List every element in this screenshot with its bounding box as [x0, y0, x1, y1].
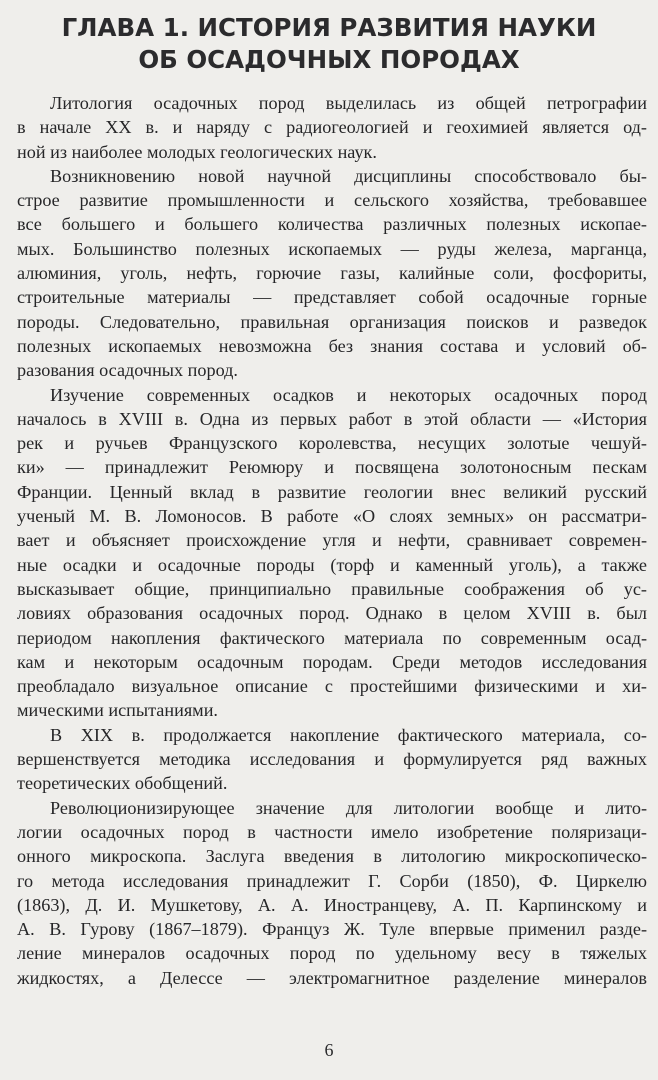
page-number: 6 [324, 1040, 334, 1060]
text-line: логии осадочных пород в частности имело изобретение поляризаци- [17, 821, 647, 842]
text-line: Изучение современных осадков и некоторых осадочных пород [50, 384, 647, 405]
text-line: Литология осадочных пород выделилась из общей петрографии [50, 93, 647, 113]
text-line: строительные материалы — представляет собой осадочные горные [17, 287, 647, 308]
text-line: алюминия, уголь, нефть, горючие газы, калийные соли, фосфориты, [17, 263, 647, 284]
text-line: (1863), Д. И. Мушкетову, А. А. Иностранцеву, А. П. Карпинскому и [17, 894, 647, 915]
paragraph [17, 383, 647, 723]
text-line: преобладало визуальное описание с простейшими физическими и хи- [17, 676, 647, 697]
text-line: ученый М. В. Ломоносов. В работе «О слоях земных» он рассматри- [17, 506, 647, 527]
text-line: кам и некоторым осадочным породам. Среди методов исследования [17, 651, 647, 672]
chapter-heading [30, 12, 628, 76]
text-line: разования осадочных пород. [17, 360, 238, 381]
text-line: ление минералов осадочных пород по удельному весу в тяжелых [17, 943, 647, 964]
paragraph [17, 164, 647, 383]
text-line: теоретических обобщений. [17, 773, 228, 794]
text-line: Франции. Ценный вклад в развитие геологии внес великий русский [17, 481, 647, 502]
paragraph [17, 91, 647, 164]
paragraph [17, 796, 647, 990]
text-line: го метода исследования принадлежит Г. Сорби (1850), Ф. Циркелю [17, 870, 647, 891]
text-line: строе развитие промышленности и сельского хозяйства, требовавшее [17, 190, 647, 211]
text-line: мых. Большинство полезных ископаемых — руды железа, марганца, [17, 238, 647, 259]
text-line: периодом накопления фактического материала по современным осад- [17, 627, 647, 648]
text-line: высказывает общие, принципиально правильные соображения об ус- [17, 578, 647, 599]
text-line: Революционизирующее значение для литологии вообще и лито- [50, 797, 647, 818]
body-text [17, 91, 647, 990]
text-line: все большего и большего количества различных полезных ископае- [17, 214, 647, 235]
text-line: породы. Следовательно, правильная организация поисков и разведок [17, 311, 647, 332]
text-line: вершенствуется методика исследования и формулируется ряд важных [17, 749, 647, 770]
text-line: рек и ручьев Французского королевства, несущих золотые чешуй- [17, 433, 647, 454]
text-line: А. В. Гурову (1867–1879). Француз Ж. Туле впервые применил разде- [17, 919, 647, 940]
text-line: мическими испытаниями. [17, 700, 218, 721]
text-line: ные осадки и осадочные породы (торф и каменный уголь), а также [17, 554, 647, 575]
chapter-heading-line: ОБ ОСАДОЧНЫХ ПОРОДАХ [138, 45, 520, 74]
paragraph [17, 723, 647, 796]
text-line: ловиях образования осадочных пород. Однако в целом XVIII в. был [17, 603, 647, 624]
text-line: ной из наиболее молодых геологических наук. [17, 141, 377, 162]
text-line: В XIX в. продолжается накопление фактического материала, со- [50, 724, 647, 745]
text-line: жидкостях, а Делессе — электромагнитное разделение минералов [17, 967, 647, 988]
text-line: полезных ископаемых невозможна без знания состава и условий об- [17, 335, 647, 356]
text-line: Возникновению новой научной дисциплины способствовало бы- [50, 165, 647, 186]
text-line: в начале XX в. и наряду с радиогеологией и геохимией является од- [17, 117, 647, 138]
chapter-heading-line: ГЛАВА 1. ИСТОРИЯ РАЗВИТИЯ НАУКИ [61, 13, 597, 42]
text-line: онного микроскопа. Заслуга введения в литологию микроскопическо- [17, 846, 647, 867]
text-line: началось в XVIII в. Одна из первых работ в этой области — «История [17, 408, 647, 429]
text-line: вает и объясняет происхождение угля и нефти, сравнивает современ- [17, 530, 647, 551]
text-line: ки» — принадлежит Реюмюру и посвящена золотоносным пескам [17, 457, 647, 478]
